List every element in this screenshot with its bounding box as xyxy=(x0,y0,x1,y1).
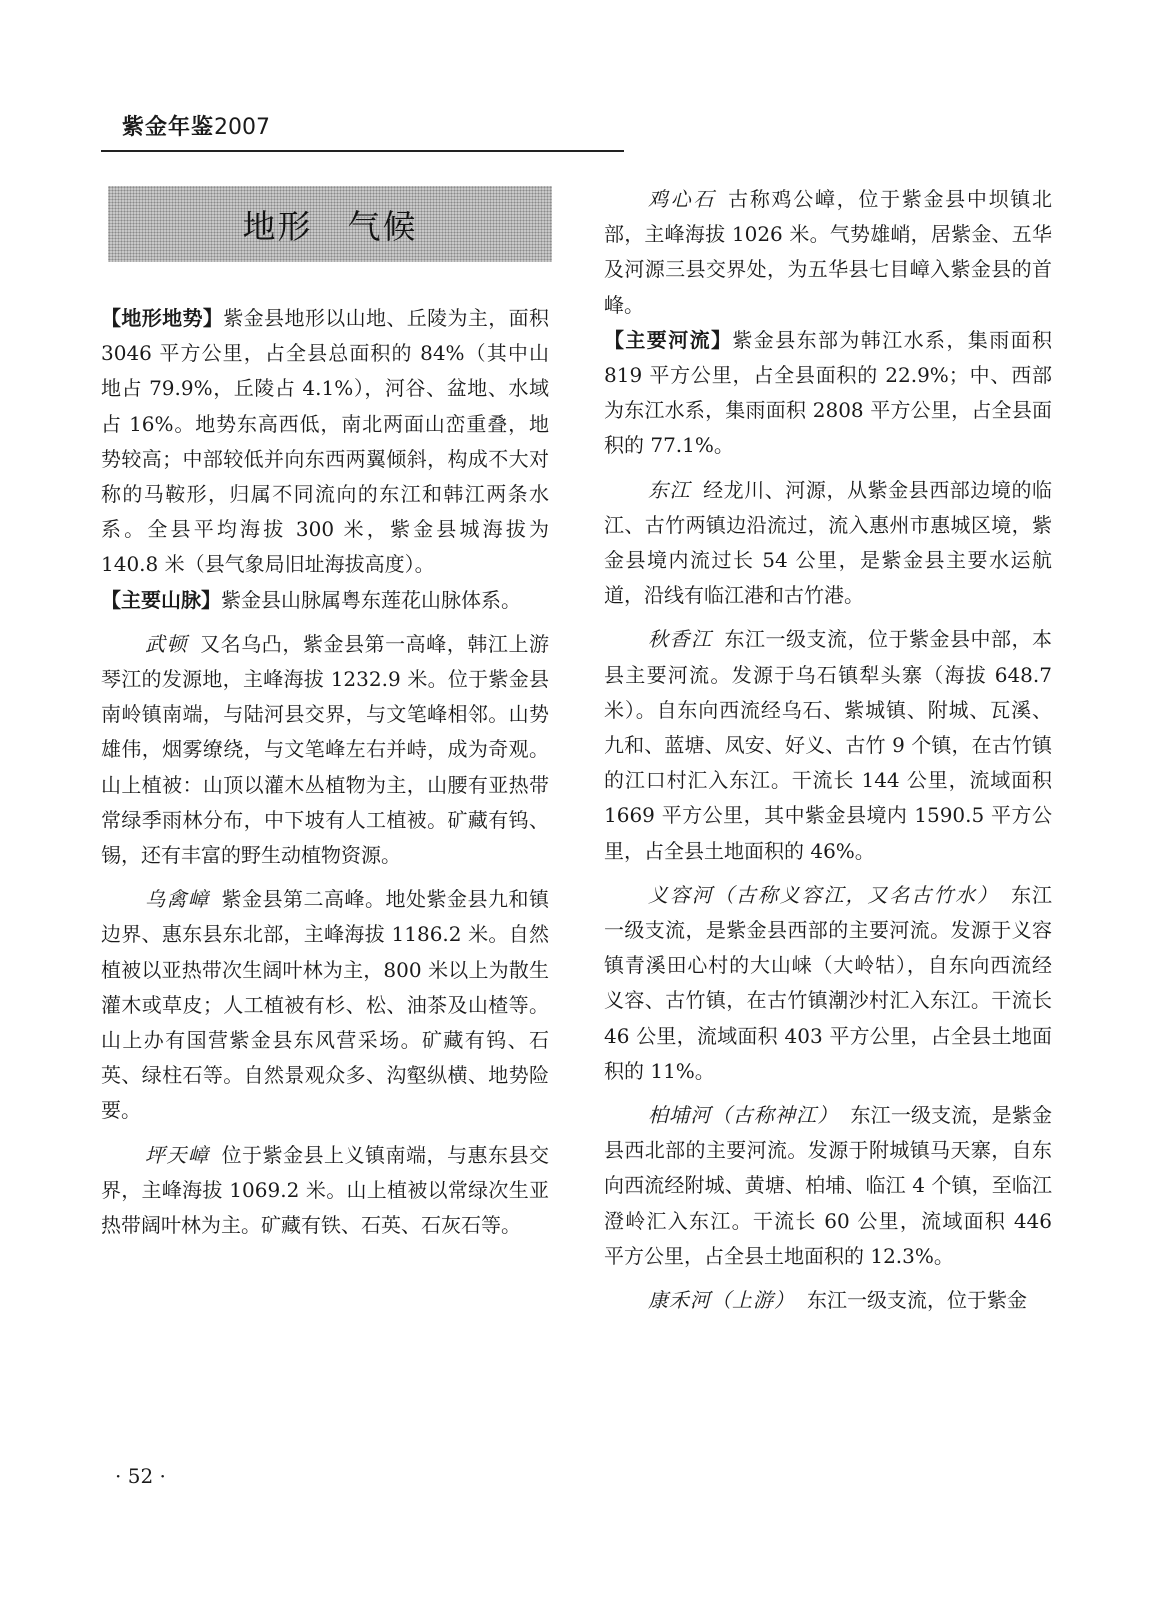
mountains-paragraph xyxy=(101,583,549,618)
pingtian-paragraph xyxy=(101,1138,549,1244)
dongjiang-text: 经龙川、河源，从紫金县西部边境的临江、古竹两镇边沿流过，流入惠州市惠城区境，紫金县境内流过长 54 公里，是紫金县主要水运航道，沿线有临江港和古竹港。 xyxy=(604,477,1053,608)
terrain-text: 紫金县地形以山地、丘陵为主，面积 3046 平方公里，占全县总面积的 84%（其中山地占 79.9%，丘陵占 4.1%），河谷、盆地、水域占 16%。地势东高西低，南北两面山峦重叠，地势较高；中部较低并向东西两翼倾斜，构成不大对称的马鞍形，归属不同流向的东江和韩江两条水系。全县平均海拔 300 米，紫金县城海拔为 140.8 米（县气象局旧址海拔高度）。 xyxy=(101,306,550,577)
section-title: 地形 气候 xyxy=(242,206,418,246)
rivers-paragraph xyxy=(604,323,1052,464)
wudun-paragraph xyxy=(101,627,549,873)
book-title: 紫金年鉴 xyxy=(122,115,215,140)
yirong-text: 东江一级支流，是紫金县西部的主要河流。发源于义容镇青溪田心村的大山崃（大岭牯），自东向西流经义容、古竹镇，在古竹镇潮沙村汇入东江。干流长 46 公里，流域面积 403 平方公里，占全县土地面积的 11%。 xyxy=(604,882,1053,1083)
jixin-text: 古称鸡公嶂，位于紫金县中坝镇北部，主峰海拔 1026 米。气势雄峭，居紫金、五华及河源三县交界处，为五华县七目嶂入紫金县的首峰。 xyxy=(604,187,1053,317)
baipu-term: 柏埔河（古称神江） xyxy=(648,1103,839,1128)
book-year: 2007 xyxy=(214,115,271,140)
baipu-text: 东江一级支流，是紫金县西北部的主要河流。发源于附城镇马天寨，自东向西流经附城、黄塘、柏埔、临江 4 个镇，至临江澄岭汇入东江。干流长 60 公里，流域面积 446 平方公里，占全县土地面积的 12.3%。 xyxy=(604,1103,1052,1268)
left-column xyxy=(101,301,549,1243)
terrain-label: 【地形地势】 xyxy=(101,306,224,330)
dongjiang-paragraph xyxy=(604,473,1052,614)
page-number: · 52 · xyxy=(115,1464,166,1488)
kanghe-text: 东江一级支流，位于紫金 xyxy=(807,1288,1027,1313)
terrain-paragraph xyxy=(101,301,549,583)
jixin-term: 鸡心石 xyxy=(648,187,717,211)
yirong-paragraph xyxy=(604,878,1052,1089)
wudun-term: 武顿 xyxy=(145,631,189,656)
wuqin-paragraph xyxy=(101,882,549,1128)
rivers-text: 紫金县东部为韩江水系，集雨面积 819 平方公里，占全县面积的 22.9%；中、西部为东江水系，集雨面积 2808 平方公里，占全县面积的 77.1%。 xyxy=(604,327,1053,458)
mountains-text: 紫金县山脉属粤东莲花山脉体系。 xyxy=(221,587,521,612)
jixin-paragraph xyxy=(604,182,1052,323)
right-column xyxy=(604,182,1052,1318)
section-banner xyxy=(108,186,552,262)
kanghe-paragraph xyxy=(604,1283,1052,1318)
rivers-label: 【主要河流】 xyxy=(604,327,733,352)
wudun-text: 又名乌凸，紫金县第一高峰，韩江上游琴江的发源地，主峰海拔 1232.9 米。位于紫金县南岭镇南端，与陆河县交界，与文笔峰相邻。山势雄伟，烟雾缭绕，与文笔峰左右并峙，成为奇观。山上植被：山顶以灌木丛植物为主，山腰有亚热带常绿季雨林分布，中下坡有人工植被。矿藏有钨、锡，还有丰富的野生动植物资源。 xyxy=(101,631,550,868)
dongjiang-term: 东江 xyxy=(648,477,692,502)
wuqin-term: 乌禽嶂 xyxy=(145,887,210,912)
header-rule xyxy=(101,150,624,152)
pingtian-term: 坪天嶂 xyxy=(145,1142,210,1167)
running-header xyxy=(122,110,270,141)
qiuxiang-paragraph xyxy=(604,622,1052,868)
qiuxiang-text: 东江一级支流，位于紫金县中部，本县主要河流。发源于乌石镇犁头寨（海拔 648.7 米）。自东向西流经乌石、紫城镇、附城、瓦溪、九和、蓝塘、凤安、好义、古竹 9 个镇，在古竹镇的江口村汇入东江。干流长 144 公里，流域面积 1669 平方公里，其中紫金县境内 1590.5 平方公里，占全县土地面积的 46%。 xyxy=(604,627,1052,863)
mountains-label: 【主要山脉】 xyxy=(101,587,221,612)
baipu-paragraph xyxy=(604,1098,1052,1274)
kanghe-term: 康禾河（上游） xyxy=(648,1288,795,1313)
wuqin-text: 紫金县第二高峰。地处紫金县九和镇边界、惠东县东北部，主峰海拔 1186.2 米。自然植被以亚热带次生阔叶林为主，800 米以上为散生灌木或草皮；人工植被有杉、松、油茶及山楂等。山上办有国营紫金县东风营采场。矿藏有钨、石英、绿柱石等。自然景观众多、沟壑纵横、地势险要。 xyxy=(101,887,549,1123)
qiuxiang-term: 秋香江 xyxy=(648,627,713,652)
yirong-term: 义容河（古称义容江，又名古竹水） xyxy=(648,882,1000,907)
pingtian-text: 位于紫金县上义镇南端，与惠东县交界，主峰海拔 1069.2 米。山上植被以常绿次生亚热带阔叶林为主。矿藏有铁、石英、石灰石等。 xyxy=(101,1142,549,1238)
